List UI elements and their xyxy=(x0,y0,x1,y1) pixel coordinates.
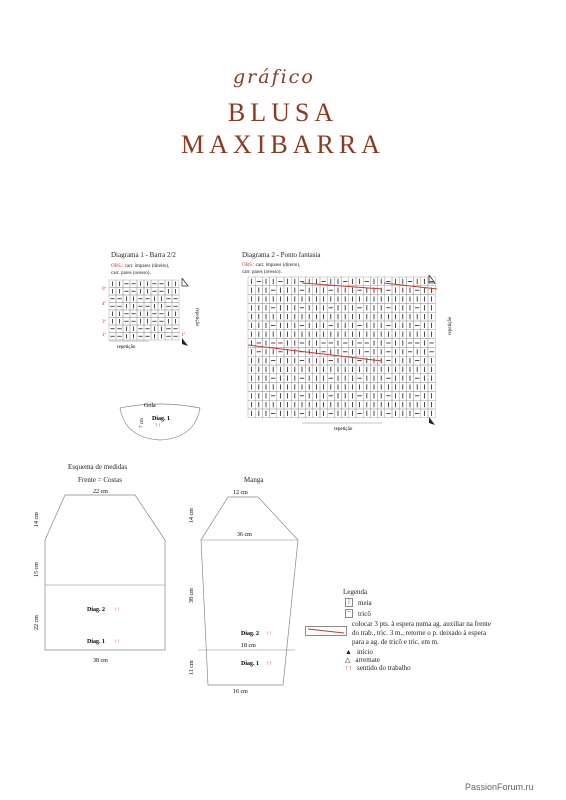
diagram2-obs-label: OBS.: xyxy=(242,263,255,268)
diagram1-chart xyxy=(100,278,210,350)
front-diag1: Diag. 1 xyxy=(87,639,105,645)
front-left1: 14 cm xyxy=(34,512,40,527)
front-bottom: 38 cm xyxy=(93,658,108,664)
front-top: 22 cm xyxy=(93,489,108,495)
legend-cross-line2: do trab., tric. 3 m., retorne o p. deixado à espera xyxy=(352,629,487,637)
diagram2-obs-line2: carr. pares (avesso). xyxy=(242,270,282,275)
diagram1-obs-label: OBS.: xyxy=(111,264,124,269)
gola-diag: Diag. 1 xyxy=(152,416,170,422)
footer-site: PassionForum.ru xyxy=(465,782,534,792)
diagram1-title: Diagrama 1 - Barra 2/2 xyxy=(111,251,176,259)
d1-row-right: 1ª xyxy=(181,333,185,338)
legend-sentido: sentido do trabalho xyxy=(357,664,411,672)
diagram2-chart xyxy=(232,275,462,435)
script-title: gráfico xyxy=(233,66,315,88)
legend-trico: tricô xyxy=(358,609,371,618)
manga-title: Manga xyxy=(244,476,264,484)
cross-icon xyxy=(305,626,347,636)
d1-row-3: 3ª xyxy=(102,320,106,325)
d2-repeat-h: repetição xyxy=(334,427,353,432)
legend-meia: meia xyxy=(358,598,372,607)
arremate-legend-icon: △ xyxy=(345,656,351,664)
diagram2-obs-line1: carr. ímpares (direito), xyxy=(255,263,301,268)
front-left3: 22 cm xyxy=(34,615,40,630)
meia-icon: | xyxy=(345,598,353,607)
sleeve-bottom: 16 cm xyxy=(233,689,248,695)
legend-arremate: arremate xyxy=(355,656,380,664)
front-left2: 15 cm xyxy=(34,562,40,577)
front-diag1-arrows: ↑↑ xyxy=(114,639,120,645)
legend xyxy=(305,588,545,672)
sleeve-lower: 18 cm xyxy=(241,643,256,649)
diagram1-obs-line2: carr. pares (avesso). xyxy=(111,271,151,276)
sleeve-shape xyxy=(183,485,303,695)
front-diag2: Diag. 2 xyxy=(87,607,105,613)
inicio-icon-2 xyxy=(429,417,435,425)
d1-row-6: 6ª xyxy=(102,287,106,292)
sleeve-left3: 11 cm xyxy=(189,660,195,675)
gola-height: 7 cm xyxy=(140,418,145,428)
sleeve-mid: 36 cm xyxy=(237,532,252,538)
legend-title: Legenda xyxy=(343,588,368,596)
front-title: Frente = Costas xyxy=(78,476,122,484)
sleeve-diag1-arrows: ↑↑ xyxy=(266,661,272,667)
gola-arrows: ↑↑ xyxy=(155,423,161,429)
inicio-legend-icon: ▲ xyxy=(345,648,352,656)
title-line2: MAXIBARRA xyxy=(181,130,385,159)
sleeve-top: 12 cm xyxy=(233,490,248,496)
d1-repeat-h: repetição xyxy=(117,345,136,350)
legend-cross-line3: para a ag. de tricô e tric. em m. xyxy=(352,638,439,646)
sleeve-diag2-arrows: ↑↑ xyxy=(266,631,272,637)
arremate-icon xyxy=(182,278,188,286)
front-shape xyxy=(30,485,180,670)
d1-repeat-v: repetição xyxy=(194,308,199,327)
sleeve-diag1: Diag. 1 xyxy=(241,661,259,667)
inicio-icon xyxy=(182,338,188,346)
d2-repeat-v: repetição xyxy=(448,316,453,335)
sleeve-left1: 14 cm xyxy=(189,508,195,523)
d1-row-4: 4ª xyxy=(102,302,106,307)
diagram1-obs-line1: carr. ímpares (direito), xyxy=(124,264,170,269)
diagram1-obs xyxy=(111,263,169,277)
trico-icon: – xyxy=(345,609,353,618)
front-diag2-arrows: ↑↑ xyxy=(114,607,120,613)
sleeve-diag2: Diag. 2 xyxy=(241,631,259,637)
sleeve-left2: 38 cm xyxy=(189,588,195,603)
legend-inicio: início xyxy=(356,648,373,656)
diagram2-obs xyxy=(242,262,300,276)
esquema-title: Esquema de medidas xyxy=(68,463,128,471)
d1-row-1: 1ª xyxy=(102,333,106,338)
gola-shape xyxy=(115,398,205,444)
gola-label: Gola xyxy=(144,403,156,409)
diagram2-title: Diagrama 2 - Ponto fantasia xyxy=(242,251,321,259)
title-line1: BLUSA xyxy=(227,98,339,127)
arrows-legend-icon: ↑↑ xyxy=(345,664,352,672)
legend-cross-line1: colocar 3 pts. à espera numa ag. auxiliar na frente xyxy=(352,620,491,628)
